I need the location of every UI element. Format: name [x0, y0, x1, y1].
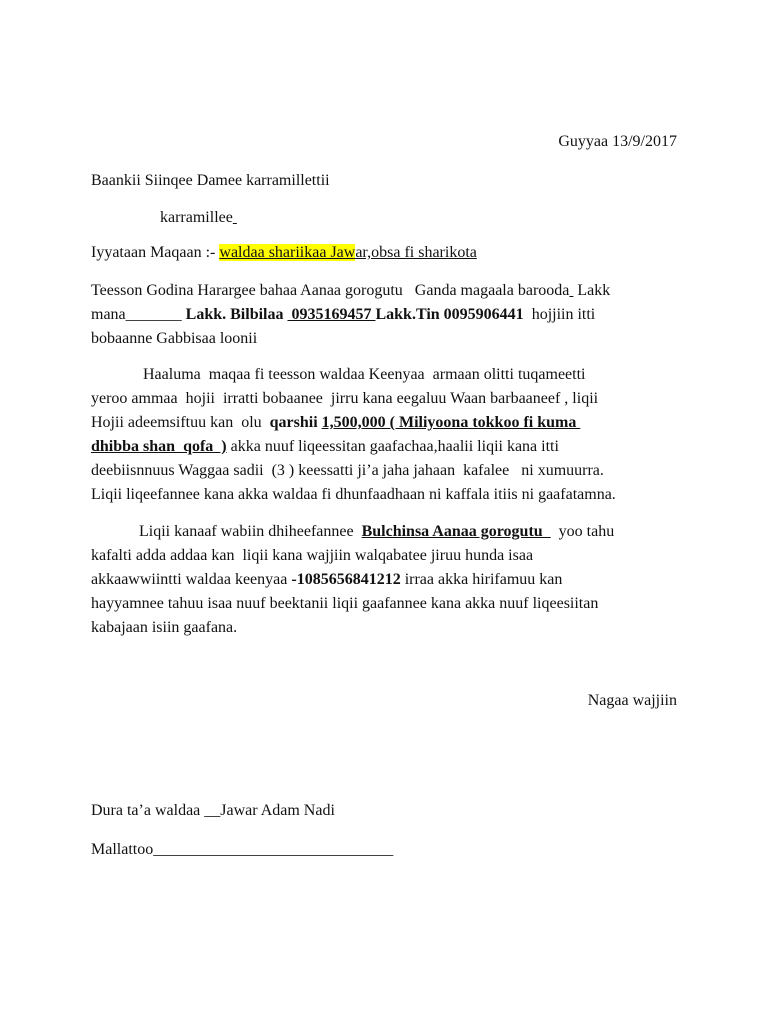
intro-line-2 [91, 303, 595, 327]
para1-line-1: Haaluma maqaa fi teesson waldaa Keenyaa armaan olitti tuqameetti [143, 366, 586, 383]
subject-rest: ar,obsa fi sharikota [355, 244, 477, 261]
signatory-line: Dura ta’a waldaa __Jawar Adam Nadi [91, 802, 335, 819]
guarantor-name: Bulchinsa Aanaa gorogutu [361, 523, 551, 540]
para1-text: Hojii adeemsiftuu kan olu [91, 414, 270, 431]
para2-line-2: kafalti adda addaa kan liqii kana wajjiin walqabatee jiruu hunda isaa [91, 547, 534, 564]
recipient-blank [233, 209, 237, 226]
subject-highlighted: waldaa shariikaa Jaw [219, 244, 356, 261]
intro-line-3: bobaanne Gabbisaa loonii [91, 330, 258, 347]
phone-label: Lakk. Bilbilaa [185, 306, 288, 323]
para2-line-5: kabajaan isiin gaafana. [91, 619, 238, 636]
para1-line-5: deebiisnnuus Waggaa sadii (3 ) keessatti ji’a jaha jahaan kafalee ni xumuurra. [91, 462, 604, 479]
intro-mana: mana_______ [91, 306, 186, 323]
subject-line [91, 241, 477, 265]
para2-text: Liqii kanaaf wabiin dhiheefannee [139, 523, 362, 540]
intro-lakk: Lakk [573, 282, 611, 299]
para2-text-3: irraa akka hirifamuu kan [400, 571, 563, 588]
phone-number: 0935169457 [287, 306, 376, 323]
recipient-title: karramillee [160, 209, 233, 226]
subject-label: Iyyataan Maqaan :- [91, 244, 220, 261]
intro-tail: hojjiin itti [523, 306, 596, 323]
closing-line: Nagaa wajjiin [587, 692, 677, 709]
recipient-line-2 [160, 206, 237, 230]
date-line: Guyyaa 13/9/2017 [558, 133, 677, 150]
signature-line: Mallattoo______________________________ [91, 841, 394, 858]
intro-text: Teesson Godina Harargee bahaa Aanaa gorogutu Ganda magaala barooda [91, 282, 570, 299]
amount-words: dhibba shan qofa ) [91, 438, 227, 455]
recipient-line-1: Baankii Siinqee Damee karramillettii [91, 172, 330, 189]
account-label: akkaawwiintti waldaa keenyaa [91, 571, 292, 588]
intro-line-1 [91, 279, 610, 303]
para2-line-4: hayyamnee tahuu isaa nuuf beektanii liqii gaafannee kana akka nuuf liqeesiitan [91, 595, 599, 612]
para2-line-1 [139, 520, 614, 544]
para1-text-2: akka nuuf liqeessitan gaafachaa,haalii liqii kana itti [226, 438, 559, 455]
amount-label: qarshii [269, 414, 322, 431]
tin-number: Lakk.Tin 0095906441 [375, 306, 524, 323]
para1-line-3 [91, 411, 580, 435]
para2-line-3 [91, 568, 562, 592]
account-number: -1085656841212 [291, 571, 401, 588]
para1-line-6: Liqii liqeefannee kana akka waldaa fi dhunfaadhaan ni kaffala itiis ni gaafatamna. [91, 486, 616, 503]
para1-line-2: yeroo ammaa hojii irratti bobaanee jirru kana eegaluu Waan barbaaneef , liqii [91, 390, 599, 407]
amount-value: 1,500,000 ( Miliyoona tokkoo fi kuma [321, 414, 581, 431]
para1-line-4 [91, 435, 559, 459]
para2-tail: yoo tahu [550, 523, 615, 540]
